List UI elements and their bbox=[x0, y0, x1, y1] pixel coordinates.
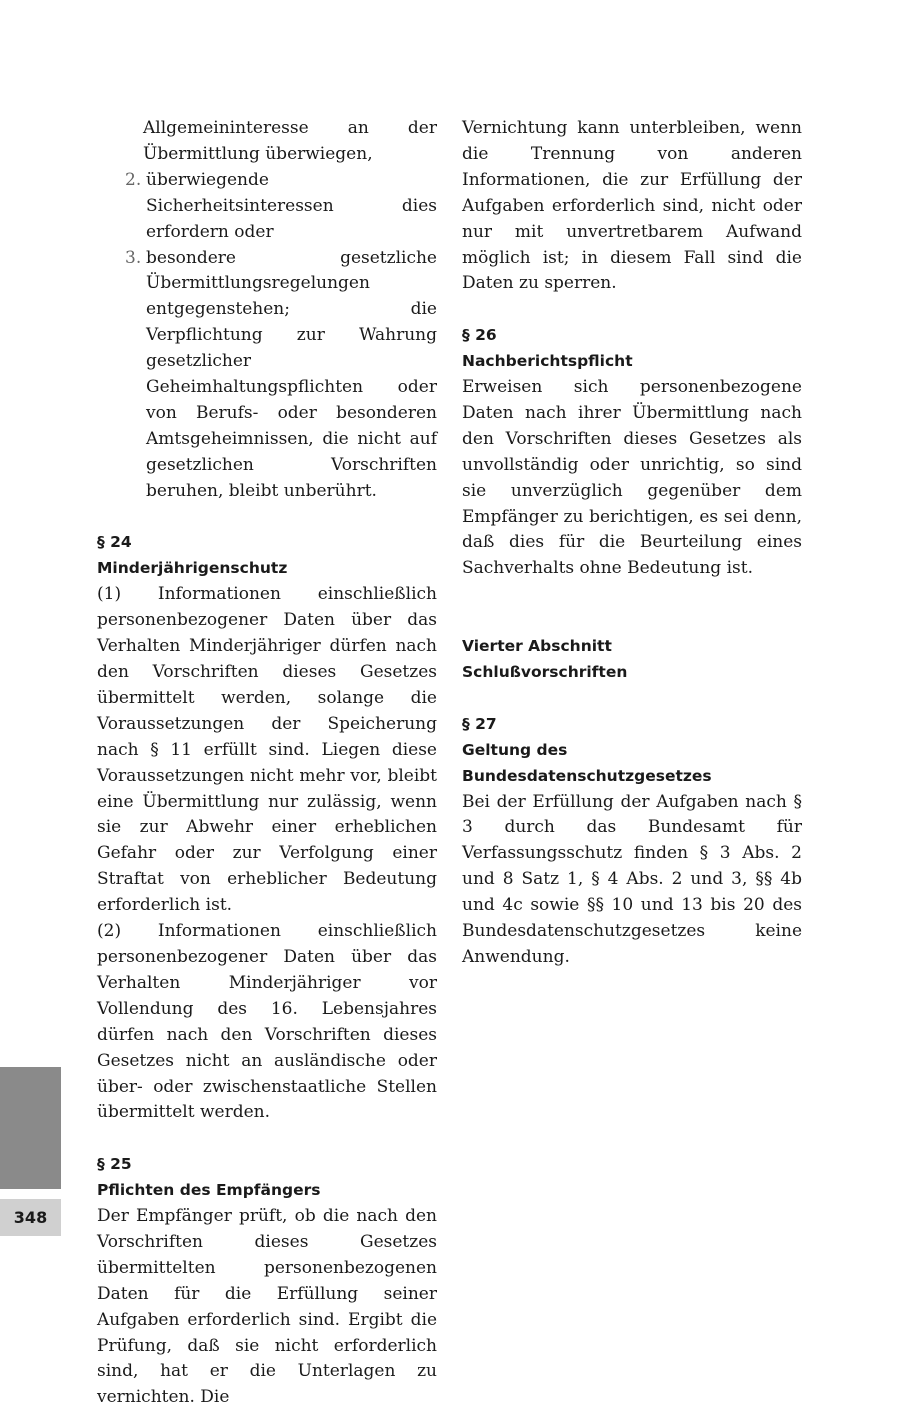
list-item bbox=[97, 246, 437, 505]
section-27-paragraph: Bei der Erfüllung der Aufgaben nach § 3 durch das Bundesamt für Verfassungsschutz finden § 3 Abs. 2 und 8 Satz 1, § 4 Abs. 2 und 3, §§ 4b und 4c sowie §§ 10 und 13 bis 20 des Bundesdatenschutzgesetzes keine Anwendung. bbox=[462, 791, 802, 967]
section-25-title: Pflichten des Empfängers bbox=[97, 1181, 321, 1200]
section-26-paragraph: Erweisen sich personenbezogene Daten nach ihrer Übermittlung nach den Vorschriften dieses Gesetzes als unvollständig oder unrichtig, so sind sie unverzüglich gegenüber dem Empfänger zu berichtigen, es sei denn, daß dies für die Beurteilung eines Sachverhalts ohne Bedeutung ist. bbox=[462, 377, 802, 579]
section-24-paragraph-1: (1) Informationen einschließlich personenbezogener Daten über das Verhalten Minderjähriger dürfen nach den Vorschriften dieses Gesetzes übermittelt werden, solange die Voraussetzungen der Speicherung nach § 11 erfüllt sind. Liegen diese Voraussetzungen nicht mehr vor, bleibt eine Übermittlung nur zulässig, wenn sie zur Abwehr einer erheblichen Gefahr oder zur Verfolgung einer Straftat von erheblicher Bedeutung erforderlich ist. bbox=[97, 584, 437, 916]
list-item-text: besondere gesetzliche Übermittlungsregelungen entgegenstehen; die Verpflichtung zur Wahrung gesetzlicher Geheimhaltungspflichten oder von Berufs- oder besonderen Amtsgeheimnissen, die nicht auf gesetzlichen Vorschriften beruhen, bleibt unberührt. bbox=[146, 247, 437, 501]
section-24-paragraph-2: (2) Informationen einschließlich personenbezogener Daten über das Verhalten Minderjähriger vor Vollendung des 16. Lebensjahres dürfen nach den Vorschriften dieses Gesetzes nicht an ausländische oder über- oder zwischenstaatliche Stellen übermittelt werden. bbox=[97, 921, 437, 1123]
section-25-paragraph: Der Empfänger prüft, ob die nach den Vorschriften dieses Gesetzes übermittelten personenbezogenen Daten für die Erfüllung seiner Aufgaben erforderlich sind. Ergibt die Prüfung, daß sie nicht erforderlich sind, hat er die Unterlagen zu vernichten. Die bbox=[97, 1206, 437, 1408]
list-item-number: 3. bbox=[125, 247, 142, 268]
chapter-label: Vierter Abschnitt bbox=[462, 637, 612, 656]
side-tab-marker bbox=[0, 1067, 61, 1189]
continued-paragraph: Vernichtung kann unterbleiben, wenn die Trennung von anderen Informationen, die zur Erfüllung der Aufgaben erforderlich sind, nicht oder nur mit unvertretbarem Aufwand möglich ist; in diesem Fall sind die Daten zu sperren. bbox=[462, 118, 802, 294]
left-column bbox=[97, 116, 437, 1411]
right-column bbox=[462, 116, 802, 971]
section-24-title: Minderjährigenschutz bbox=[97, 559, 288, 578]
list-item-text: überwiegende Sicherheitsinteressen dies erfordern oder bbox=[146, 169, 437, 242]
section-27-number: § 27 bbox=[462, 714, 497, 733]
continued-list-text: Allgemeininteresse an der Übermittlung überwiegen, bbox=[143, 118, 437, 164]
page-number: 348 bbox=[0, 1199, 61, 1236]
section-25-number: § 25 bbox=[97, 1155, 132, 1174]
section-24-number: § 24 bbox=[97, 533, 132, 552]
section-26-number: § 26 bbox=[462, 326, 497, 345]
chapter-title: Schlußvorschriften bbox=[462, 663, 628, 681]
list-item-number: 2. bbox=[125, 169, 142, 190]
list-item bbox=[97, 168, 437, 246]
section-26-title: Nachberichtspflicht bbox=[462, 352, 633, 371]
section-27-title: Geltung des Bundesdatenschutzgesetzes bbox=[462, 740, 712, 785]
